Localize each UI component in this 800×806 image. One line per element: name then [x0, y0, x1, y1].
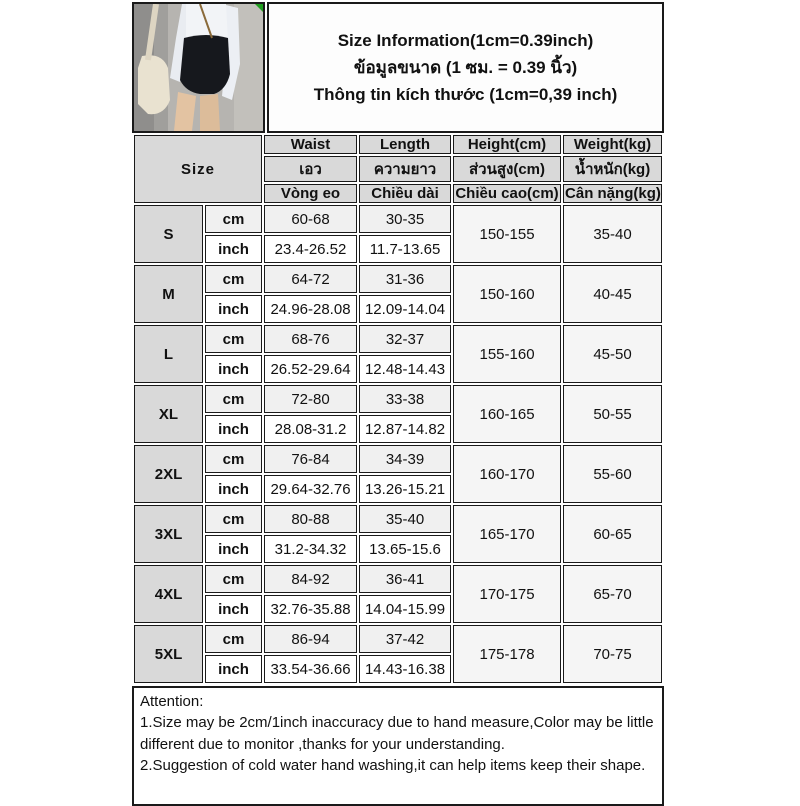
- length-cm-value: 35-40: [359, 505, 451, 533]
- unit-inch-label: inch: [205, 535, 262, 563]
- waist-cm-value: 60-68: [264, 205, 357, 233]
- height-value: 175-178: [453, 625, 561, 683]
- header-row-en: [134, 135, 662, 154]
- size-corner-label: Size: [134, 135, 262, 203]
- col-header-weight-th: น้ำหนัก(kg): [563, 156, 662, 182]
- unit-cm-label: cm: [205, 565, 262, 593]
- size-row-m-cm: [134, 265, 662, 293]
- header-row: [132, 2, 664, 133]
- length-inch-value: 13.65-15.6: [359, 535, 451, 563]
- size-row-s-cm: [134, 205, 662, 233]
- unit-inch-label: inch: [205, 235, 262, 263]
- length-inch-value: 12.48-14.43: [359, 355, 451, 383]
- waist-inch-value: 33.54-36.66: [264, 655, 357, 683]
- weight-value: 35-40: [563, 205, 662, 263]
- unit-cm-label: cm: [205, 265, 262, 293]
- product-photo-illustration: [134, 4, 263, 131]
- size-label: 5XL: [134, 625, 203, 683]
- length-cm-value: 31-36: [359, 265, 451, 293]
- col-header-height-en: Height(cm): [453, 135, 561, 154]
- size-table-body: [134, 205, 662, 683]
- size-label: 4XL: [134, 565, 203, 623]
- waist-cm-value: 72-80: [264, 385, 357, 413]
- size-row-2xl-cm: [134, 445, 662, 473]
- waist-inch-value: 31.2-34.32: [264, 535, 357, 563]
- waist-inch-value: 24.96-28.08: [264, 295, 357, 323]
- waist-inch-value: 28.08-31.2: [264, 415, 357, 443]
- weight-value: 65-70: [563, 565, 662, 623]
- col-header-weight-en: Weight(kg): [563, 135, 662, 154]
- length-inch-value: 12.09-14.04: [359, 295, 451, 323]
- col-header-length-vi: Chiều dài: [359, 184, 451, 203]
- green-corner-marker-icon: [255, 4, 263, 12]
- size-row-xl-cm: [134, 385, 662, 413]
- height-value: 150-155: [453, 205, 561, 263]
- height-value: 155-160: [453, 325, 561, 383]
- waist-inch-value: 32.76-35.88: [264, 595, 357, 623]
- unit-inch-label: inch: [205, 295, 262, 323]
- size-row-4xl-cm: [134, 565, 662, 593]
- waist-inch-value: 29.64-32.76: [264, 475, 357, 503]
- title-line-vi: Thông tin kích thước (1cm=0,39 inch): [313, 85, 618, 105]
- weight-value: 70-75: [563, 625, 662, 683]
- waist-inch-value: 23.4-26.52: [264, 235, 357, 263]
- product-photo: [132, 2, 265, 133]
- length-inch-value: 11.7-13.65: [359, 235, 451, 263]
- length-cm-value: 36-41: [359, 565, 451, 593]
- length-cm-value: 32-37: [359, 325, 451, 353]
- col-header-waist-vi: Vòng eo: [264, 184, 357, 203]
- size-label: S: [134, 205, 203, 263]
- title-line-en: Size Information(1cm=0.39inch): [337, 30, 594, 50]
- unit-inch-label: inch: [205, 475, 262, 503]
- height-value: 160-170: [453, 445, 561, 503]
- height-value: 170-175: [453, 565, 561, 623]
- col-header-height-vi: Chiều cao(cm): [453, 184, 561, 203]
- unit-inch-label: inch: [205, 355, 262, 383]
- attention-heading: Attention:: [140, 693, 204, 710]
- waist-cm-value: 64-72: [264, 265, 357, 293]
- size-row-l-cm: [134, 325, 662, 353]
- title-box: [267, 2, 664, 133]
- unit-cm-label: cm: [205, 505, 262, 533]
- unit-cm-label: cm: [205, 385, 262, 413]
- col-header-weight-vi: Cân nặng(kg): [565, 185, 661, 202]
- waist-cm-value: 80-88: [264, 505, 357, 533]
- size-label: M: [134, 265, 203, 323]
- size-table: [132, 133, 664, 685]
- unit-cm-label: cm: [205, 325, 262, 353]
- size-label: 3XL: [134, 505, 203, 563]
- weight-value: 50-55: [563, 385, 662, 443]
- title-line-th: ข้อมูลขนาด (1 ซม. = 0.39 นิ้ว): [353, 57, 578, 77]
- unit-inch-label: inch: [205, 655, 262, 683]
- weight-value: 60-65: [563, 505, 662, 563]
- length-inch-value: 14.43-16.38: [359, 655, 451, 683]
- length-inch-value: 14.04-15.99: [359, 595, 451, 623]
- attention-note-1: 1.Size may be 2cm/1inch inaccuracy due to hand measure,Color may be little different due to monitor ,thanks for your understanding.: [140, 714, 654, 753]
- col-header-waist-th: เอว: [264, 156, 357, 182]
- waist-cm-value: 84-92: [264, 565, 357, 593]
- length-cm-value: 34-39: [359, 445, 451, 473]
- length-cm-value: 30-35: [359, 205, 451, 233]
- size-label: 2XL: [134, 445, 203, 503]
- weight-value: 55-60: [563, 445, 662, 503]
- waist-inch-value: 26.52-29.64: [264, 355, 357, 383]
- size-row-3xl-cm: [134, 505, 662, 533]
- length-inch-value: 12.87-14.82: [359, 415, 451, 443]
- unit-cm-label: cm: [205, 445, 262, 473]
- height-value: 160-165: [453, 385, 561, 443]
- unit-inch-label: inch: [205, 595, 262, 623]
- waist-cm-value: 76-84: [264, 445, 357, 473]
- attention-notes: [132, 686, 664, 806]
- height-value: 150-160: [453, 265, 561, 323]
- col-header-length-en: Length: [359, 135, 451, 154]
- waist-cm-value: 86-94: [264, 625, 357, 653]
- col-header-length-th: ความยาว: [359, 156, 451, 182]
- length-cm-value: 37-42: [359, 625, 451, 653]
- unit-cm-label: cm: [205, 625, 262, 653]
- length-inch-value: 13.26-15.21: [359, 475, 451, 503]
- size-chart-sheet: [132, 2, 664, 806]
- col-header-waist-en: Waist: [264, 135, 357, 154]
- height-value: 165-170: [453, 505, 561, 563]
- size-row-5xl-cm: [134, 625, 662, 653]
- weight-value: 40-45: [563, 265, 662, 323]
- weight-value: 45-50: [563, 325, 662, 383]
- unit-inch-label: inch: [205, 415, 262, 443]
- waist-cm-value: 68-76: [264, 325, 357, 353]
- size-label: XL: [134, 385, 203, 443]
- attention-note-2: 2.Suggestion of cold water hand washing,it can help items keep their shape.: [140, 756, 646, 774]
- col-header-height-th: ส่วนสูง(cm): [453, 156, 561, 182]
- length-cm-value: 33-38: [359, 385, 451, 413]
- size-label: L: [134, 325, 203, 383]
- unit-cm-label: cm: [205, 205, 262, 233]
